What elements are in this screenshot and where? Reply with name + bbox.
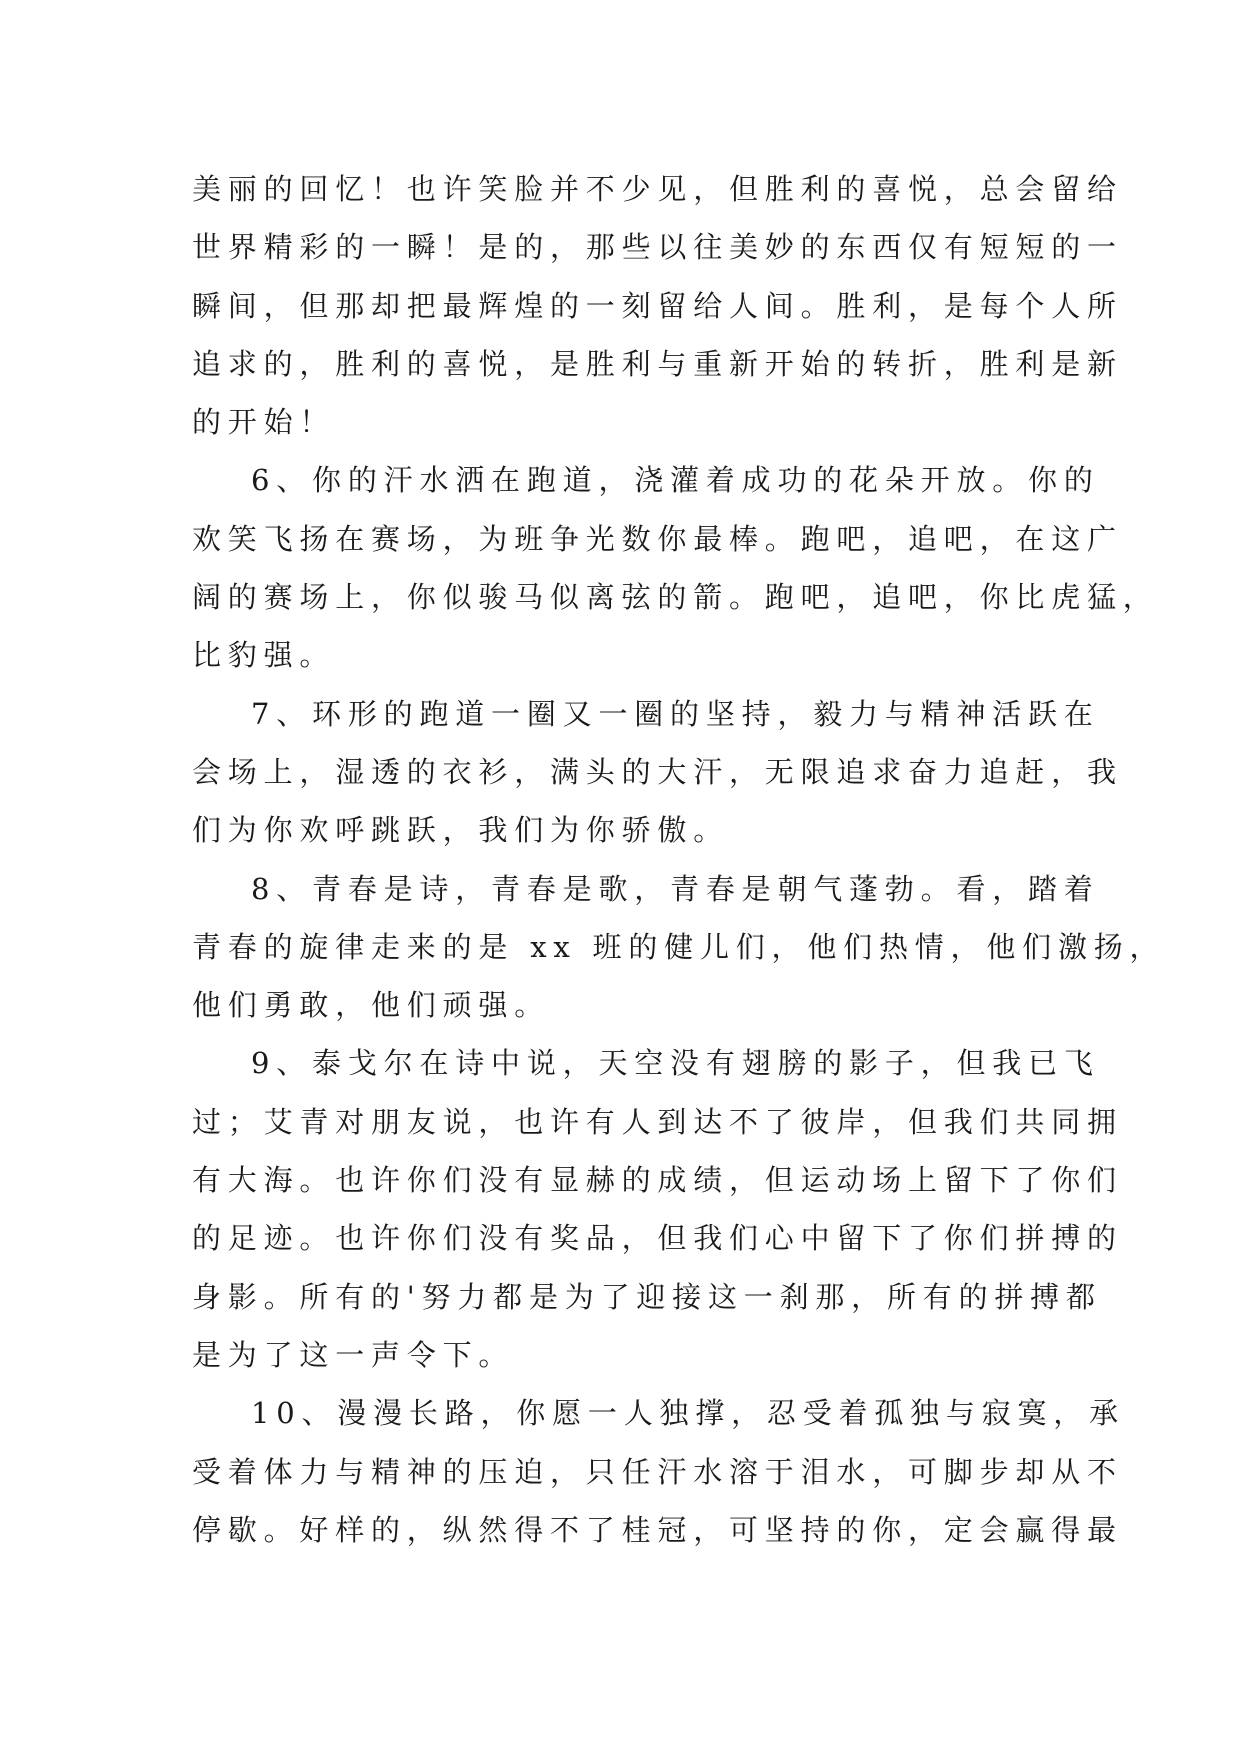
- text-line: 他们勇敢，他们顽强。: [192, 988, 551, 1023]
- text-line: 追求的，胜利的喜悦，是胜利与重新开始的转折，胜利是新: [192, 346, 1123, 381]
- text-line: 世界精彩的一瞬！是的，那些以往美妙的东西仅有短短的一: [192, 230, 1123, 265]
- text-line: 10、漫漫长路，你愿一人独撑，忍受着孤独与寂寞，承: [251, 1396, 1125, 1431]
- text-line: 过；艾青对朋友说，也许有人到达不了彼岸，但我们共同拥: [192, 1104, 1123, 1139]
- text-line: 阔的赛场上，你似骏马似离弦的箭。跑吧，追吧，你比虎猛，: [192, 580, 1159, 615]
- text-line: 停歇。好样的，纵然得不了桂冠，可坚持的你，定会赢得最: [192, 1512, 1123, 1547]
- paragraph: [192, 160, 1123, 451]
- text-line: 瞬间，但那却把最辉煌的一刻留给人间。胜利，是每个人所: [192, 288, 1123, 323]
- text-line: 8、青春是诗，青春是歌，青春是朝气蓬勃。看，踏着: [251, 871, 1100, 906]
- paragraph-7: [192, 685, 1123, 860]
- paragraph-10: [192, 1384, 1125, 1559]
- text-line: 9、泰戈尔在诗中说，天空没有翅膀的影子，但我已飞: [251, 1046, 1100, 1081]
- text-line: 会场上，湿透的衣衫，满头的大汗，无限追求奋力追赶，我: [192, 754, 1123, 789]
- paragraph-9: [192, 1034, 1123, 1384]
- text-line: 身影。所有的'努力都是为了迎接这一刹那，所有的拼搏都: [192, 1279, 1102, 1314]
- text-line: 的开始！: [192, 405, 336, 440]
- text-line: 6、你的汗水洒在跑道，浇灌着成功的花朵开放。你的: [251, 463, 1100, 498]
- text-line: 受着体力与精神的压迫，只任汗水溶于泪水，可脚步却从不: [192, 1454, 1123, 1489]
- text-line: 欢笑飞扬在赛场，为班争光数你最棒。跑吧，追吧，在这广: [192, 521, 1123, 556]
- text-line: 美丽的回忆！也许笑脸并不少见，但胜利的喜悦，总会留给: [192, 172, 1123, 206]
- document-body: [192, 160, 1166, 1559]
- text-line: 7、环形的跑道一圈又一圈的坚持，毅力与精神活跃在: [251, 696, 1100, 731]
- text-line: 的足迹。也许你们没有奖品，但我们心中留下了你们拼搏的: [192, 1221, 1123, 1256]
- text-line: 们为你欢呼跳跃，我们为你骄傲。: [192, 813, 730, 848]
- text-line: 有大海。也许你们没有显赫的成绩，但运动场上留下了你们: [192, 1163, 1123, 1198]
- text-line: 青春的旋律走来的是 xx 班的健儿们，他们热情，他们激扬，: [192, 929, 1166, 964]
- text-line: 比豹强。: [192, 638, 336, 673]
- paragraph-8: [192, 860, 1166, 1035]
- text-line: 是为了这一声令下。: [192, 1337, 515, 1372]
- paragraph-6: [192, 451, 1159, 684]
